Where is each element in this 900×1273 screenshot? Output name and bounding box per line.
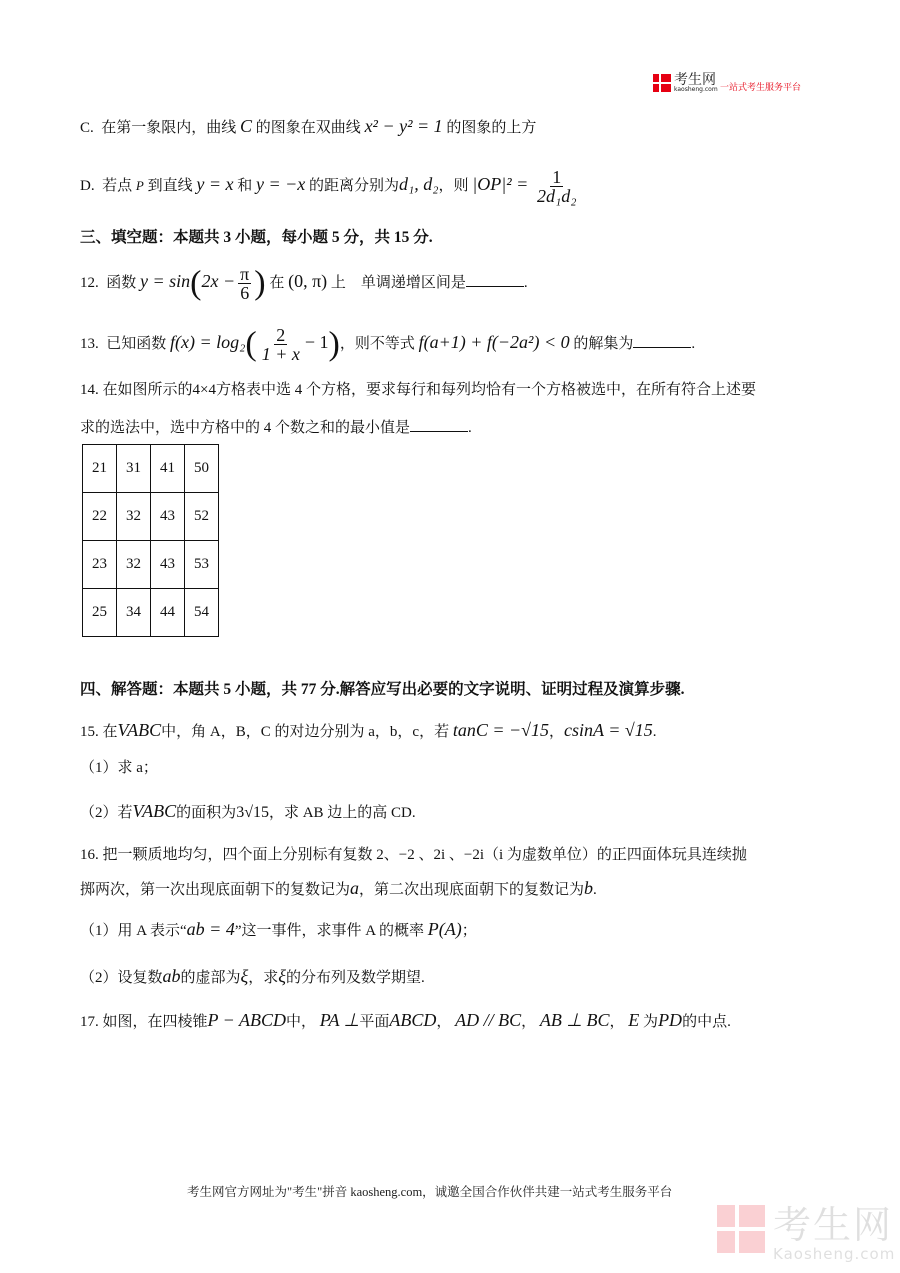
question-text: 的分布列及数学期望. — [285, 970, 425, 986]
kaosheng-logo-icon — [653, 74, 671, 92]
table-row — [83, 541, 219, 589]
question-text: 的虚部为 — [180, 970, 241, 986]
question-15-part-2 — [80, 801, 416, 823]
math-triangle: VABC — [117, 720, 162, 740]
question-number: 12. — [80, 274, 99, 291]
option-text: 的图象在双曲线 — [255, 120, 361, 136]
math-segment: PD — [658, 1010, 683, 1030]
table-cell: 53 — [185, 541, 219, 589]
math-inequality: f(a+1) + f(−2a²) < 0 — [418, 331, 570, 352]
question-16-part-2 — [80, 966, 425, 988]
footer-text: 考生网官方网址为"考生"拼音 kaosheng.com，诚邀全国合作伙伴共建一站式考生服务平台 — [187, 1185, 673, 1199]
table-row — [83, 445, 219, 493]
math-triangle: VABC — [132, 801, 177, 821]
logo-text-en: kaosheng.com — [674, 86, 718, 93]
option-text: 到直线 — [147, 177, 193, 194]
math-var: a — [350, 878, 360, 898]
watermark-text-en: Kaosheng.com — [773, 1245, 896, 1263]
table-cell: 31 — [117, 445, 151, 493]
question-text: ，求 AB 边上的高 CD. — [268, 805, 416, 821]
question-text: 在 — [102, 724, 118, 740]
option-label: C. — [80, 120, 94, 136]
math-expr: − 1 — [304, 331, 329, 352]
header-logo — [653, 73, 718, 93]
table-cell: 44 — [151, 589, 185, 637]
table-cell: 50 — [185, 445, 219, 493]
answer-blank[interactable] — [410, 417, 468, 432]
math-vars: d₁, d₂ — [399, 173, 439, 194]
table-cell: 22 — [83, 493, 117, 541]
math-equation: y = −x — [255, 173, 306, 194]
answer-blank[interactable] — [466, 272, 524, 287]
math-func: y = sin — [140, 270, 191, 291]
math-area: 3√15 — [236, 804, 269, 821]
table-cell: 43 — [151, 541, 185, 589]
punctuation: . — [593, 882, 597, 898]
option-text: 的图象的上方 — [446, 120, 537, 136]
question-text: 在如图所示的4×4方格表中选 4 个方格，要求每行和每列均恰有一个方格被选中，在所有符合上述要 — [102, 382, 756, 398]
table-cell: 21 — [83, 445, 117, 493]
math-fraction — [535, 168, 579, 205]
question-number: 16. — [80, 847, 99, 863]
section-4-heading: 四、解答题：本题共 5 小题，共 77 分.解答应写出必要的文字说明、证明过程及演算步骤. — [80, 681, 685, 698]
math-var: ξ — [240, 966, 249, 986]
question-text: （2）设复数 — [80, 970, 163, 986]
punctuation: ， — [521, 1014, 537, 1030]
question-text: （1）用 A 表示“ — [80, 923, 187, 939]
question-text: 的解集为 — [573, 335, 634, 352]
table-cell: 52 — [185, 493, 219, 541]
question-16-part-1 — [80, 919, 477, 941]
punctuation: . — [652, 724, 657, 740]
option-text: 若点 — [102, 177, 133, 194]
kaosheng-watermark-icon — [717, 1205, 765, 1253]
math-fraction — [260, 326, 302, 363]
table-cell: 25 — [83, 589, 117, 637]
watermark-logo — [717, 1205, 895, 1263]
option-c — [80, 116, 536, 138]
option-d — [80, 168, 582, 205]
table-row — [83, 493, 219, 541]
fraction-numerator: 2 — [276, 325, 286, 345]
math-var: P — [135, 177, 144, 193]
fraction-numerator: 1 — [552, 167, 562, 187]
math-plane: ABCD — [389, 1010, 437, 1030]
paren: ) — [254, 264, 266, 302]
question-text: 为 — [643, 1014, 659, 1030]
question-text: ”这一事件，求事件 A 的概率 — [234, 923, 424, 939]
question-12 — [80, 265, 528, 302]
question-text: 中， — [286, 1014, 317, 1030]
fraction-denominator: 6 — [240, 283, 250, 303]
table-cell: 41 — [151, 445, 185, 493]
math-var: ab — [162, 966, 181, 986]
math-condition: AD // BC — [455, 1010, 522, 1030]
question-14-line-1 — [80, 380, 756, 400]
fraction-denominator: 2d₁d₂ — [536, 186, 577, 206]
question-14-line-2 — [80, 417, 472, 438]
question-text: 掷两次，第一次出现底面朝下的复数记为 — [80, 882, 351, 898]
question-16-line-1 — [80, 845, 747, 865]
logo-text-cn: 考生网 — [674, 72, 716, 88]
question-15-part-1: （1）求 a； — [80, 760, 158, 776]
math-equation: y = x — [196, 173, 234, 194]
table-row — [83, 589, 219, 637]
question-number: 13. — [80, 335, 99, 352]
table-cell: 32 — [117, 493, 151, 541]
question-15 — [80, 720, 657, 742]
math-var: ξ — [278, 966, 286, 986]
math-pyramid: P − ABCD — [207, 1010, 287, 1030]
math-var: C — [240, 116, 253, 136]
question-text: （2）若 — [80, 805, 133, 821]
math-condition: AB ⊥ BC — [539, 1010, 610, 1030]
math-condition: csinA = √15 — [564, 720, 653, 740]
math-expr: 2x − — [201, 270, 236, 291]
section-3-heading: 三、填空题：本题共 3 小题，每小题 5 分，共 15 分. — [80, 229, 433, 246]
option-text: 在第一象限内，曲线 — [101, 120, 237, 136]
answer-blank[interactable] — [633, 333, 691, 348]
watermark-text-cn: 考生网 — [773, 1203, 894, 1247]
math-lhs: |OP|² = — [472, 173, 529, 194]
question-number: 14. — [80, 382, 99, 398]
option-text: ，则 — [438, 177, 469, 194]
math-probability: P(A) — [427, 919, 462, 939]
punctuation: ； — [461, 923, 477, 939]
number-grid-table — [82, 444, 219, 637]
question-text: 的面积为 — [176, 805, 237, 821]
table-cell: 34 — [117, 589, 151, 637]
question-text: 平面 — [359, 1014, 390, 1030]
table-cell: 32 — [117, 541, 151, 589]
paren: ( — [245, 325, 257, 363]
question-text: 的中点. — [682, 1014, 731, 1030]
paren: ) — [328, 325, 340, 363]
math-equation: x² − y² = 1 — [364, 116, 443, 136]
punctuation: ， — [436, 1014, 452, 1030]
math-interval: (0, π) — [288, 270, 328, 291]
option-label: D. — [80, 177, 95, 194]
table-cell: 54 — [185, 589, 219, 637]
question-number: 15. — [80, 724, 99, 740]
math-func: f(x) = log₂ — [170, 331, 246, 352]
paren: ( — [190, 264, 202, 302]
question-text: ，求 — [248, 970, 279, 986]
question-text: 求的选法中，选中方格中的 4 个数之和的最小值是 — [80, 420, 411, 436]
question-text: 已知函数 — [106, 335, 167, 352]
question-text: ，第二次出现底面朝下的复数记为 — [359, 882, 585, 898]
table-cell: 23 — [83, 541, 117, 589]
option-text: 的距离分别为 — [309, 177, 400, 194]
question-13 — [80, 326, 695, 363]
question-text: ，则不等式 — [339, 335, 415, 352]
math-var: E — [628, 1010, 640, 1030]
question-text: 中，角 A，B，C 的对边分别为 a，b，c，若 — [161, 724, 450, 740]
question-text: 上 单调递增区间是 — [330, 274, 466, 291]
math-var: b — [584, 878, 594, 898]
math-equation: ab = 4 — [186, 919, 235, 939]
punctuation: . — [523, 274, 528, 291]
question-17 — [80, 1010, 731, 1032]
question-16-line-2 — [80, 878, 597, 900]
math-condition: tanC = −√15 — [452, 720, 550, 740]
question-number: 17. — [80, 1014, 99, 1030]
fraction-denominator: 1 + x — [261, 344, 300, 364]
punctuation: . — [468, 420, 472, 436]
question-text: 把一颗质地均匀，四个面上分别标有复数 2、−2 、2i 、−2i（i 为虚数单位）的正四面体玩具连续抛 — [102, 847, 747, 863]
fraction-numerator: π — [240, 264, 250, 284]
option-text: 和 — [237, 177, 253, 194]
table-cell: 43 — [151, 493, 185, 541]
question-text: 如图，在四棱锥 — [102, 1014, 208, 1030]
math-condition: PA ⊥ — [319, 1010, 360, 1030]
punctuation: ， — [549, 724, 565, 740]
question-text: 函数 — [106, 274, 137, 291]
header-slogan: 一站式考生服务平台 — [720, 83, 802, 93]
punctuation: ， — [609, 1014, 625, 1030]
question-text: 在 — [269, 274, 285, 291]
punctuation: . — [691, 335, 696, 352]
math-fraction — [238, 265, 251, 302]
